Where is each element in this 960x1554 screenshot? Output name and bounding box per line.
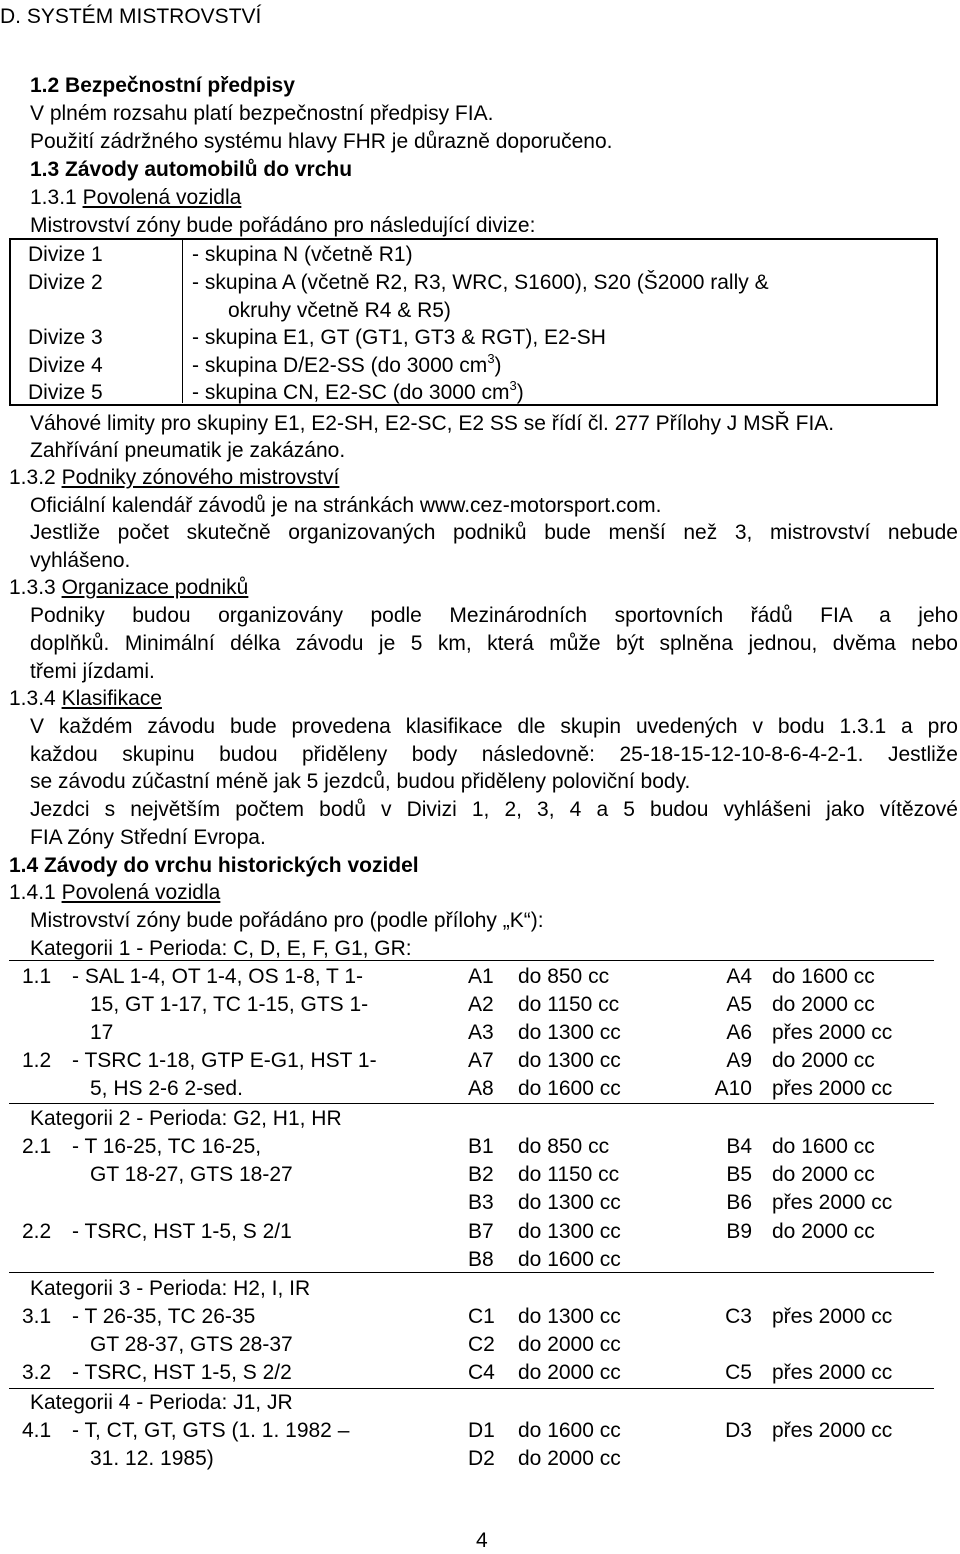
group-number: 3.1 (22, 1305, 52, 1328)
paragraph-line: Podniky budou organizovány podle Mezinárodních sportovních řádů FIA a jeho (30, 604, 958, 627)
category-label: Kategorii 4 - Perioda: J1, JR (30, 1391, 293, 1414)
class-capacity: do 2000 cc (772, 1220, 875, 1243)
tyre-warming-text: Zahřívání pneumatik je zakázáno. (30, 439, 346, 462)
class-capacity: do 2000 cc (518, 1447, 621, 1470)
group-desc: - T 16-25, TC 16-25, (72, 1135, 262, 1158)
section-1-3-title: 1.3 Závody automobilů do vrchu (30, 158, 353, 181)
paragraph-line: Použití zádržného systému hlavy FHR je důrazně doporučeno. (30, 130, 613, 153)
group-desc: GT 28-37, GTS 28-37 (90, 1333, 293, 1356)
class-code: A10 (714, 1077, 752, 1100)
class-code: D2 (468, 1447, 495, 1470)
subsection-1-3-4-heading: 1.3.4 Klasifikace (9, 687, 162, 710)
class-code: C1 (468, 1305, 495, 1328)
class-code: A8 (468, 1077, 494, 1100)
category-label: Kategorii 1 - Perioda: C, D, E, F, G1, GR: (30, 937, 412, 960)
class-capacity: do 1300 cc (518, 1220, 621, 1243)
group-number: 1.1 (22, 965, 52, 988)
class-capacity: do 2000 cc (772, 993, 875, 1016)
class-code: A4 (726, 965, 752, 988)
paragraph-line: Jestliže počet skutečně organizovaných podniků bude menší než 3, mistrovství nebude (30, 521, 958, 544)
class-code: C2 (468, 1333, 495, 1356)
division-name: Divize 1 (28, 243, 103, 266)
page-header: D. SYSTÉM MISTROVSTVÍ (0, 5, 262, 28)
division-name: Divize 4 (28, 354, 103, 377)
subsection-number: 1.3.1 (30, 186, 77, 209)
group-desc: 31. 12. 1985) (90, 1447, 214, 1470)
group-desc: 5, HS 2-6 2-sed. (90, 1077, 243, 1100)
group-number: 4.1 (22, 1419, 52, 1442)
division-name: Divize 2 (28, 271, 103, 294)
class-code: A9 (726, 1049, 752, 1072)
paragraph-line: V každém závodu bude provedena klasifikace dle skupin uvedených v bodu 1.3.1 a pro (30, 715, 958, 738)
group-number: 1.2 (22, 1049, 52, 1072)
divisions-table-divider (182, 240, 183, 403)
class-capacity: do 1600 cc (772, 1135, 875, 1158)
section-1-4-title: 1.4 Závody do vrchu historických vozidel (9, 854, 419, 877)
group-number: 2.1 (22, 1135, 52, 1158)
paragraph-line: Oficiální kalendář závodů je na stránkách www.cez-motorsport.com. (30, 494, 662, 517)
page-number: 4 (476, 1529, 488, 1552)
division-name: Divize 5 (28, 381, 103, 404)
group-desc: - SAL 1-4, OT 1-4, OS 1-8, T 1- (72, 965, 364, 988)
section-1-2-title: 1.2 Bezpečnostní předpisy (30, 74, 295, 97)
category-label: Kategorii 3 - Perioda: H2, I, IR (30, 1277, 311, 1300)
group-desc: - T 26-35, TC 26-35 (72, 1305, 256, 1328)
class-capacity: do 1150 cc (518, 1163, 620, 1186)
class-capacity: do 1300 cc (518, 1191, 621, 1214)
historic-intro: Mistrovství zóny bude pořádáno pro (podle přílohy „K“): (30, 909, 544, 932)
class-code: A3 (468, 1021, 494, 1044)
group-desc: - TSRC 1-18, GTP E-G1, HST 1- (72, 1049, 377, 1072)
paragraph-line: V plném rozsahu platí bezpečnostní předpisy FIA. (30, 102, 494, 125)
subsection-1-3-1-heading (30, 184, 241, 211)
class-capacity: do 1600 cc (518, 1077, 621, 1100)
class-code: D1 (468, 1419, 495, 1442)
class-capacity: do 1600 cc (518, 1248, 621, 1271)
class-capacity: přes 2000 cc (772, 1021, 893, 1044)
class-code: B9 (726, 1220, 752, 1243)
weight-limits-text: Váhové limity pro skupiny E1, E2-SH, E2-SC, E2 SS se řídí čl. 277 Přílohy J MSŘ FIA. (30, 412, 835, 435)
subsection-1-3-2-heading: 1.3.2 Podniky zónového mistrovství (9, 466, 340, 489)
class-code: B2 (468, 1163, 494, 1186)
class-capacity: do 1600 cc (772, 965, 875, 988)
class-capacity: přes 2000 cc (772, 1361, 893, 1384)
paragraph-line: FIA Zóny Střední Evropa. (30, 826, 266, 849)
class-code: A2 (468, 993, 494, 1016)
class-code: D3 (725, 1419, 752, 1442)
class-capacity: do 1300 cc (518, 1021, 621, 1044)
class-capacity: přes 2000 cc (772, 1305, 893, 1328)
class-capacity: přes 2000 cc (772, 1191, 893, 1214)
class-capacity: do 2000 cc (772, 1049, 875, 1072)
class-capacity: do 2000 cc (518, 1333, 621, 1356)
class-code: B6 (726, 1191, 752, 1214)
division-desc: - skupina CN, E2-SC (do 3000 $cm^3$) (192, 378, 524, 404)
class-code: C5 (725, 1361, 752, 1384)
class-capacity: do 1150 cc (518, 993, 620, 1016)
paragraph-line: třemi jízdami. (30, 660, 155, 683)
group-desc: 15, GT 1-17, TC 1-15, GTS 1- (90, 993, 369, 1016)
division-desc: - skupina E1, GT (GT1, GT3 & RGT), E2-SH (192, 326, 606, 349)
group-desc: - TSRC, HST 1-5, S 2/2 (72, 1361, 292, 1384)
subsection-1-4-1-heading: 1.4.1 Povolená vozidla (9, 881, 221, 904)
group-desc: GT 18-27, GTS 18-27 (90, 1163, 293, 1186)
class-capacity: do 850 cc (518, 965, 610, 988)
class-capacity: do 2000 cc (772, 1163, 875, 1186)
class-code: B4 (726, 1135, 752, 1158)
class-code: C3 (725, 1305, 752, 1328)
class-code: A5 (726, 993, 752, 1016)
paragraph-line: Jezdci s největším počtem bodů v Divizi 1, 2, 3, 4 a 5 budou vyhlášeni jako vítězové (30, 798, 958, 821)
class-code: A6 (726, 1021, 752, 1044)
paragraph-line: se závodu zúčastní méně jak 5 jezdců, budou přiděleny poloviční body. (30, 770, 691, 793)
class-capacity: do 2000 cc (518, 1361, 621, 1384)
category-label: Kategorii 2 - Perioda: G2, H1, HR (30, 1107, 342, 1130)
division-desc: - skupina D/E2-SS (do 3000 $cm^3$) (192, 351, 502, 377)
group-desc: - TSRC, HST 1-5, S 2/1 (72, 1220, 292, 1243)
paragraph-line: každou skupinu budou přiděleny body následovně: 25-18-15-12-10-8-6-4-2-1. Jestliže (30, 743, 958, 766)
paragraph-line: vyhlášeno. (30, 549, 131, 572)
class-code: B3 (468, 1191, 494, 1214)
class-code: B5 (726, 1163, 752, 1186)
group-desc: 17 (90, 1021, 114, 1044)
division-name: Divize 3 (28, 326, 103, 349)
class-capacity: do 1600 cc (518, 1419, 621, 1442)
class-code: A1 (468, 965, 494, 988)
class-capacity: přes 2000 cc (772, 1077, 893, 1100)
class-capacity: přes 2000 cc (772, 1419, 893, 1442)
group-number: 2.2 (22, 1220, 52, 1243)
group-desc: - T, CT, GT, GTS (1. 1. 1982 – (72, 1419, 350, 1442)
subsection-1-3-3-heading: 1.3.3 Organizace podniků (9, 576, 249, 599)
class-code: B8 (468, 1248, 494, 1271)
class-code: B1 (468, 1135, 494, 1158)
division-desc: - skupina A (včetně R2, R3, WRC, S1600), S20 (Š2000 rally & (192, 271, 769, 294)
class-code: A7 (468, 1049, 494, 1072)
divisions-intro: Mistrovství zóny bude pořádáno pro následující divize: (30, 214, 536, 237)
class-capacity: do 1300 cc (518, 1049, 621, 1072)
class-code: B7 (468, 1220, 494, 1243)
class-code: C4 (468, 1361, 495, 1384)
group-number: 3.2 (22, 1361, 52, 1384)
subsection-title: Povolená vozidla (82, 186, 242, 209)
division-desc: - skupina N (včetně R1) (192, 243, 413, 266)
class-capacity: do 1300 cc (518, 1305, 621, 1328)
table-rule (9, 1103, 934, 1104)
division-desc-cont: okruhy včetně R4 & R5) (228, 299, 451, 322)
paragraph-line: doplňků. Minimální délka závodu je 5 km, která může být splněna jednou, dvěma nebo (30, 632, 958, 655)
class-capacity: do 850 cc (518, 1135, 610, 1158)
